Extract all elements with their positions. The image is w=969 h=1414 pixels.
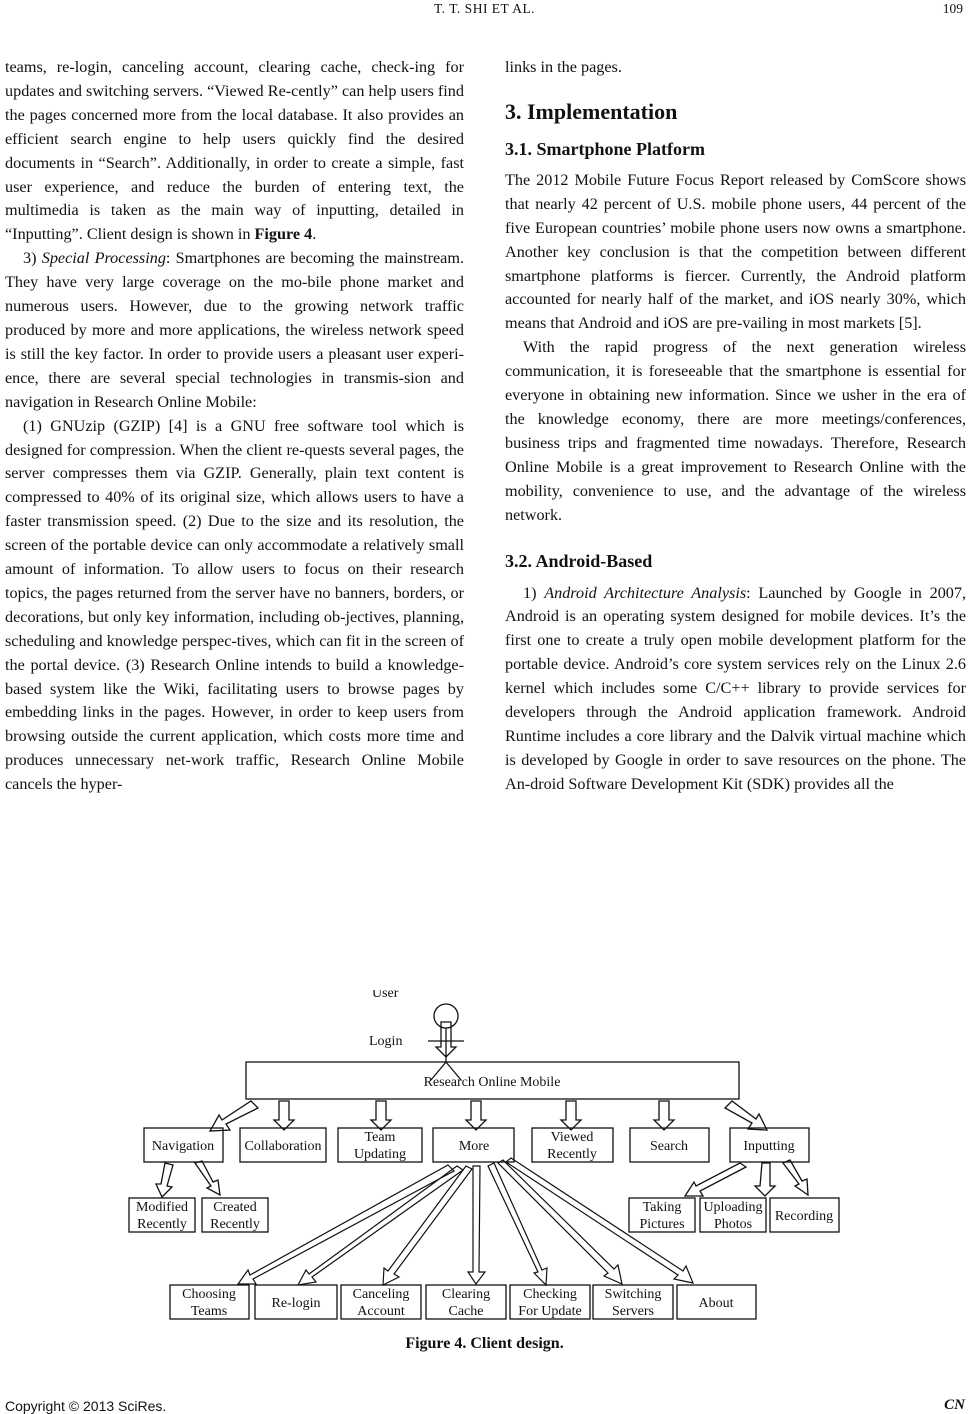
node-uploading-photos-2: Photos (713, 1217, 753, 1232)
user-icon (428, 1004, 464, 1080)
node-checking-update-2: For Update (518, 1304, 582, 1319)
page-number: 109 (942, 1, 963, 16)
paragraph: 1) Android Architecture Analysis: Launched by Google in 2007, Android is an operating system designed for mobile devices. It’s the first one to create a truly open mobile development platform for the portable device. Android’s core system services rely on the Linux 2.6 kernel which includes some C/C++ library to provide services for developers through the Android application framework. Android Runtime includes a core library and the Dalvik virtual machine which is developed by Google in order to save resources on the phone. The An-droid Software Development Kit (SDK) provides all the (505, 583, 967, 793)
node-collaboration: Collaboration (244, 1139, 322, 1154)
node-created-recently-2: Recently (210, 1217, 260, 1232)
node-taking-pictures-2: Pictures (639, 1217, 685, 1232)
node-search: Search (649, 1139, 689, 1154)
node-inputting: Inputting (743, 1139, 795, 1154)
running-header: T. T. SHI ET AL. (433, 1, 536, 16)
node-canceling-account-2: Account (357, 1304, 405, 1319)
paragraph: (1) GNUzip (GZIP) [4] is a GNU free software tool which is designed for compression. When the client re-quests several pages, the server compresses them via GZIP. Generally, plain text content is compressed to 40% of its original size, which allows users to have a faster transmission speed. (2) Due to the size and its resolution, the screen of the portable device can only accommodate a relatively small amount of information. To allow users to focus on their research topics, the pages returned from the server have no banners, borders, or decorations, but only key information, including ob-jectives, planning, scheduling and knowledge perspec-tives, which can fit in the screen of the portal device. (3) Research Online intends to build a knowledge-based system like the Wiki, facilitating users to browse pages by embedding links in the pages. However, in order to keep users from browsing outside the current application, which costs more time and produces unnecessary net-work traffic, Research Online Mobile cancels the hyper- (5, 416, 464, 794)
node-team-updating-2: Updating (353, 1147, 407, 1162)
paragraph: With the rapid progress of the next generation wireless communication, it is foreseeable that the smartphone is essential for everyone in obtaining new information. Since we usher in the era of the knowledge economy, there are more meetings/conferences, business trips and fragmented time nowadays. Therefore, Research Online Mobile is a great improvement to Research Online with the mobility, convenience to use, and the advantage of the wireless network. (505, 338, 966, 524)
node-viewed-recently-2: Recently (547, 1147, 597, 1162)
figure-reference[interactable]: Figure 4 (254, 225, 313, 244)
node-about: About (698, 1296, 734, 1311)
subsection-heading: 3.2. Android-Based (505, 550, 653, 571)
node-more: More (458, 1139, 490, 1154)
node-modified-recently-2: Recently (137, 1217, 187, 1232)
client-design-figure (0, 990, 969, 1350)
node-uploading-photos-1: Uploading (703, 1200, 763, 1215)
node-modified-recently-1: Modified (135, 1200, 189, 1215)
node-recording: Recording (774, 1209, 834, 1224)
node-navigation: Navigation (151, 1139, 215, 1154)
right-column (505, 56, 966, 797)
paragraph: 3) Special Processing: Smartphones are becoming the mainstream. They have very large coverage on the mo-bile phone market and numerous users. However, due to the growing network traffic produced by more and more applications, the wireless network speed is still the key factor. In order to provide users a pleasant user experi-ence, there are several special technologies in transmis-sion and navigation in Research Online Mobile: (5, 249, 464, 411)
paragraph: teams, re-login, canceling account, clearing cache, check-ing for updates and switching servers. “Viewed Re-cently” can help users find the pages concerned more from the local database. It also provides an efficient search engine to help users quickly find the desired documents in “Search”. Additionally, in order to create a simple, fast user experience, and reduce the burden of entering text, the multimedia is taken as the main way of inputting, detailed in “Inputting”. Client design is shown in Figure 4. (5, 58, 464, 244)
node-checking-update-1: Checking (523, 1287, 577, 1302)
section-heading: 3. Implementation (505, 98, 678, 124)
paragraph: The 2012 Mobile Future Focus Report released by ComScore shows that nearly 42 percent of U.S. mobile phone users, 44 percent of the five European countries’ mobile phone users now owns a smartphone. Another key conclusion is that the competition between different smartphone platforms is fiercer. Currently, the Android platform accounted for nearly half of the market, and iOS nearly 30%, which means that Android and iOS are pre-vailing in most markets [5]. (505, 170, 966, 333)
login-label: Login (369, 1034, 403, 1049)
node-relogin: Re-login (271, 1296, 321, 1311)
node-choosing-teams-1: Choosing (182, 1287, 236, 1302)
paragraph: links in the pages. (505, 58, 622, 76)
journal-abbrev: CN (944, 1397, 965, 1413)
user-label: User (372, 990, 399, 1001)
node-choosing-teams-2: Teams (190, 1304, 228, 1319)
node-clearing-cache-1: Clearing (441, 1287, 491, 1302)
main-box-label: Research Online Mobile (423, 1075, 561, 1090)
node-switching-servers-1: Switching (604, 1287, 662, 1302)
left-column (5, 56, 464, 797)
node-viewed-recently-1: Viewed (550, 1130, 594, 1145)
node-team-updating-1: Team (364, 1130, 396, 1145)
node-created-recently-1: Created (213, 1200, 257, 1215)
node-switching-servers-2: Servers (612, 1304, 654, 1319)
copyright: Copyright © 2013 SciRes. (5, 1398, 167, 1414)
subsection-heading: 3.1. Smartphone Platform (505, 138, 705, 159)
figure-caption: Figure 4. Client design. (405, 1335, 564, 1352)
node-taking-pictures-1: Taking (642, 1200, 682, 1215)
node-clearing-cache-2: Cache (448, 1304, 484, 1319)
node-canceling-account-1: Canceling (352, 1287, 410, 1302)
